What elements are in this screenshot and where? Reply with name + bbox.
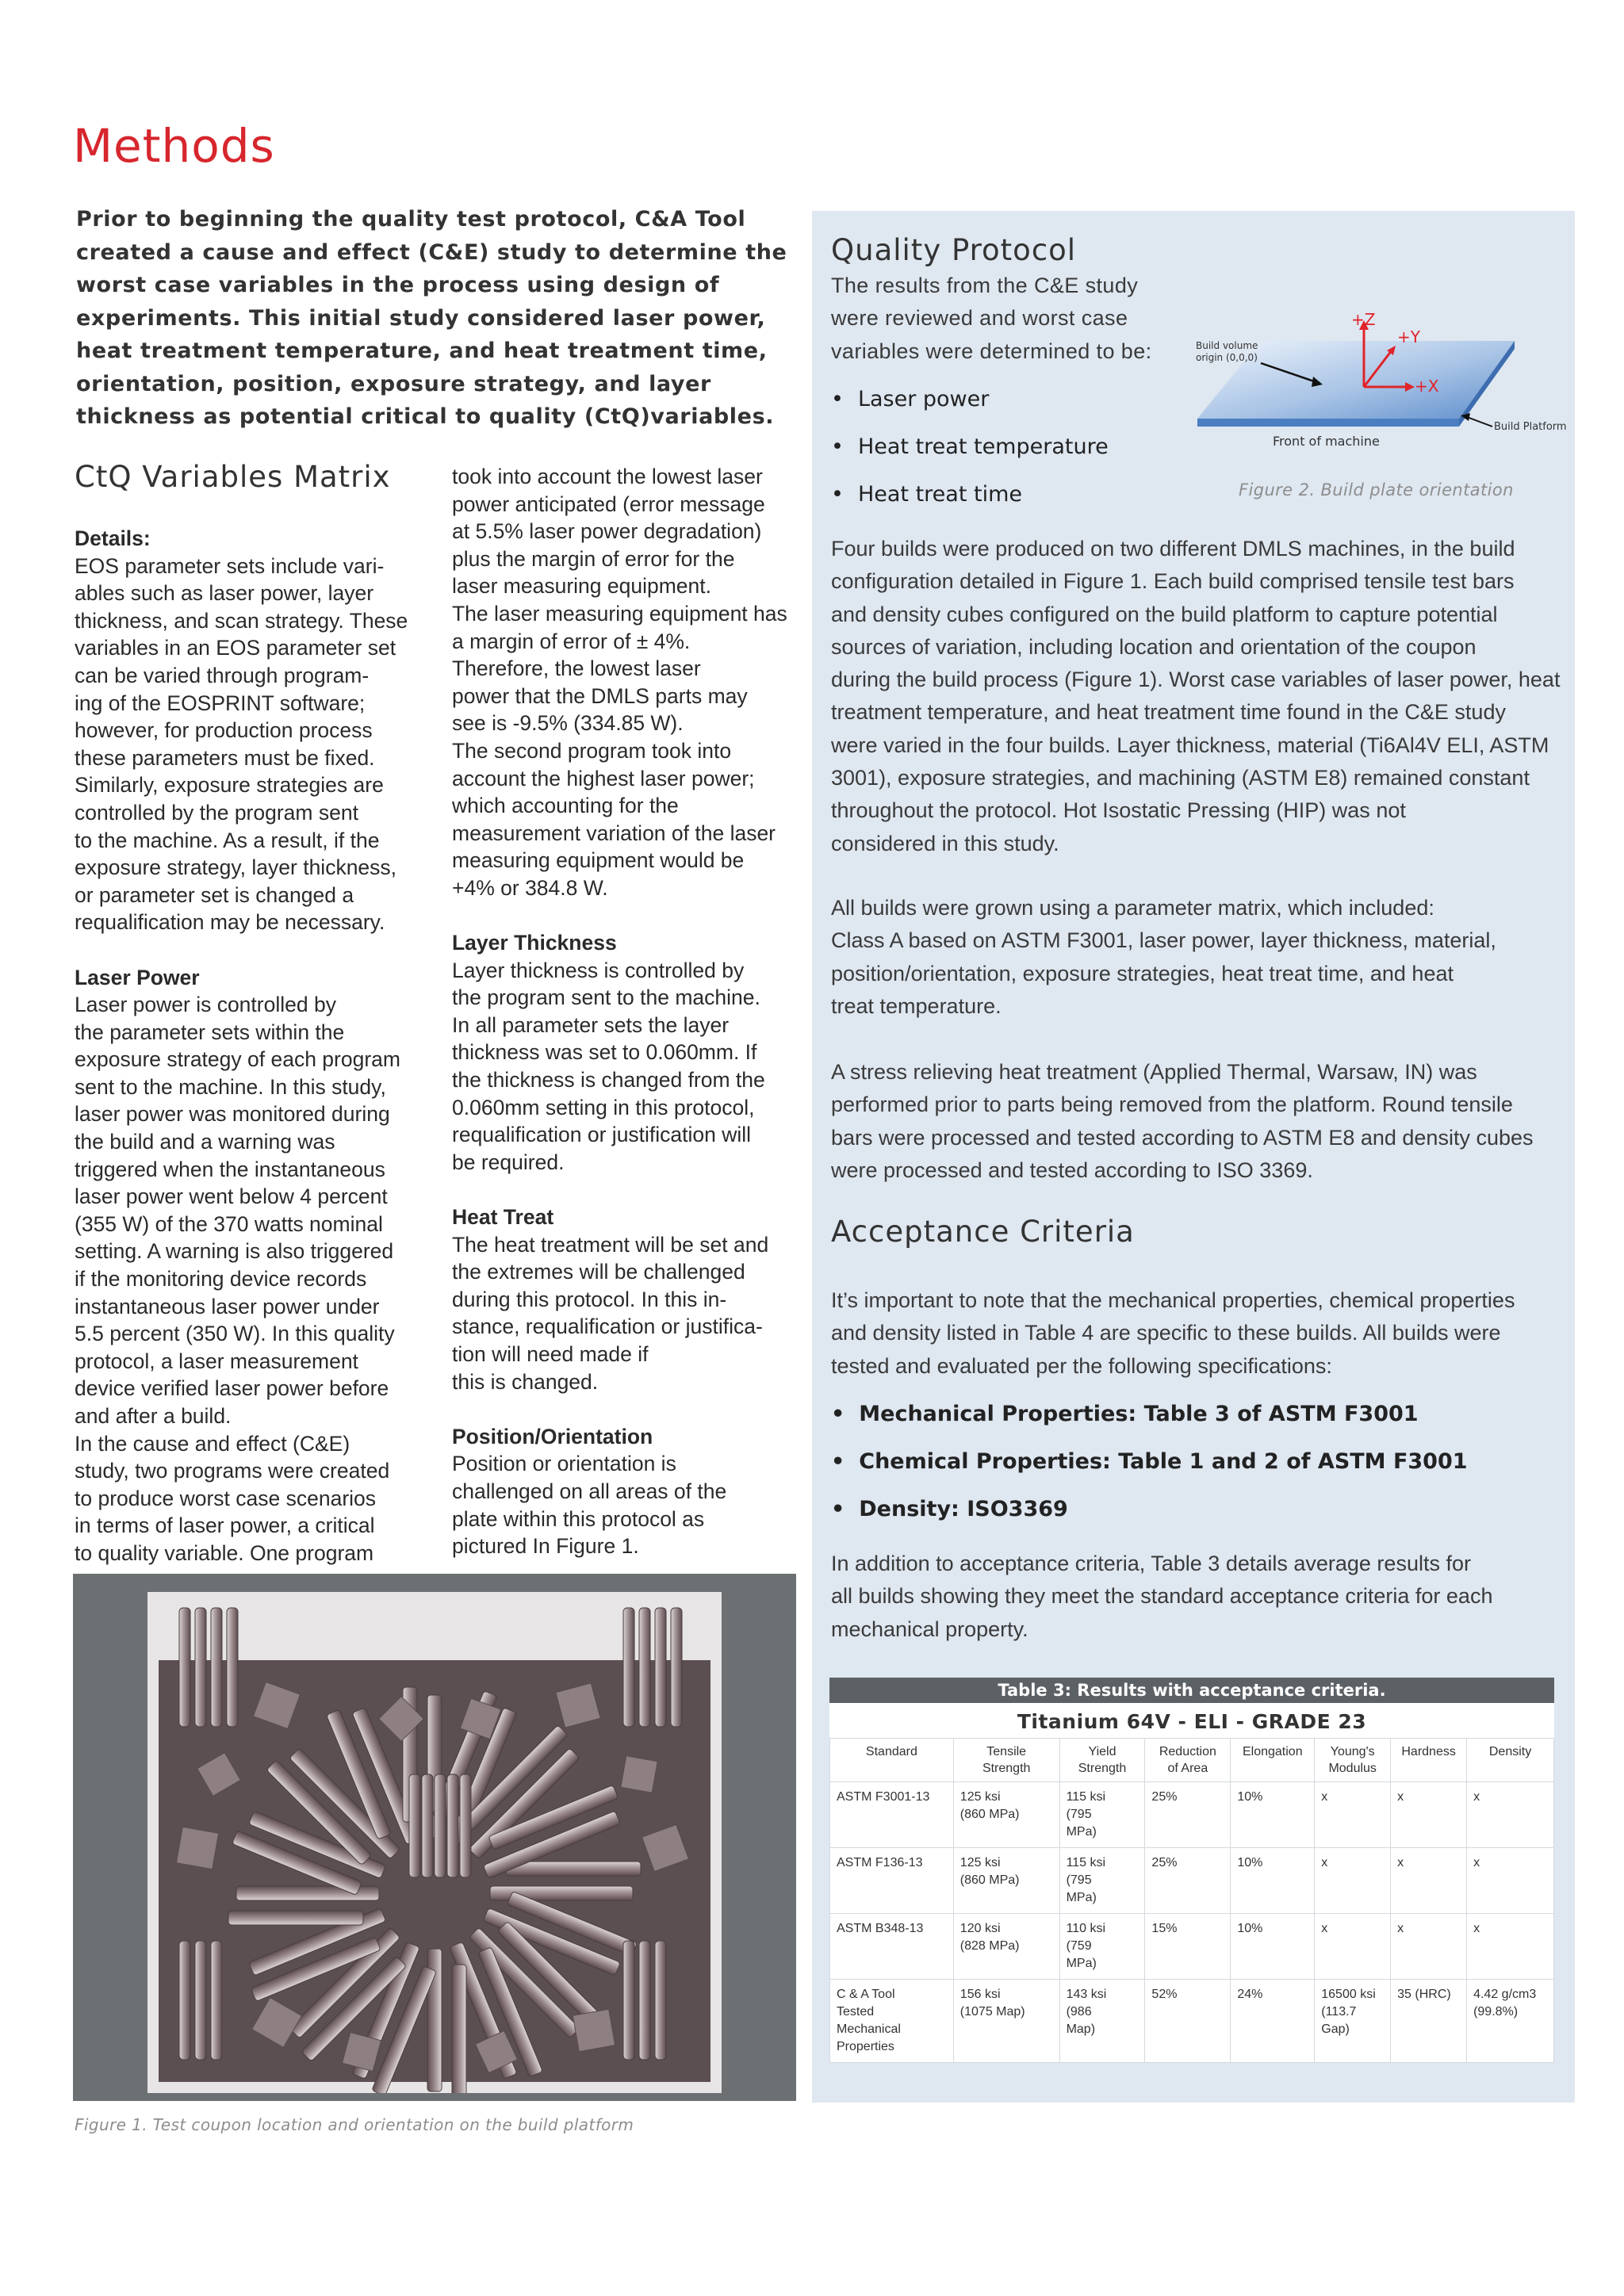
ctq-col2-line: plate within this protocol as (452, 1506, 705, 1531)
ctq-col2-line: see is -9.5% (334.85 W). (452, 711, 684, 736)
ctq-col2-line: stance, requalification or justifica- (452, 1314, 763, 1339)
test-coupon-layout-figure (147, 1592, 722, 2093)
ctq-col2-line: 0.060mm setting in this protocol, (452, 1095, 755, 1119)
results-table (829, 1678, 1554, 2063)
ctq-col1-line: or parameter set is changed a (75, 882, 354, 907)
table-cell: 143 ksi (986 Map) (1059, 1980, 1145, 2063)
ctq-col2-line: plus the margin of error for the (452, 546, 735, 571)
ctq-col1-line: Laser Power (75, 965, 200, 989)
ctq-col2-line: power that the DMLS parts may (452, 683, 748, 708)
quality-bullet-1: • Laser power (831, 387, 989, 411)
ctq-col2-line: took into account the lowest laser (452, 465, 763, 488)
ctq-col1-line: triggered when the instantaneous (75, 1157, 385, 1181)
table-header-cell: Hardness (1391, 1739, 1467, 1782)
table-cell: 10% (1231, 1914, 1315, 1980)
table-row (830, 1782, 1554, 1848)
quality-bullet-2: • Heat treat temperature (831, 434, 1109, 459)
ctq-col1-line: (355 W) of the 370 watts nominal (75, 1211, 383, 1236)
table-cell: C & A Tool Tested Mechanical Properties (830, 1980, 954, 2063)
ctq-col2-line: at 5.5% laser power degradation) (452, 519, 762, 544)
ctq-col2-line: measurement variation of the laser (452, 821, 776, 845)
ctq-col2-line: power anticipated (error message (452, 492, 765, 516)
table-cell: 125 ksi (860 MPa) (953, 1848, 1059, 1914)
table-header-cell: Young's Modulus (1315, 1739, 1391, 1782)
quality-paragraph-3: A stress relieving heat treatment (Applied Thermal, Warsaw, IN) was performed prior to parts being removed from the platform. Round tensile bars were processed and tested according to ASTM E8 and density cubes were processed and tested according to ISO 3369. (831, 1060, 1534, 1182)
quality-paragraph-2: All builds were grown using a parameter matrix, which included: Class A based on ASTM F3001, laser power, layer thickness, material, position/orientation, exposure strategies, heat treat time, and heat treat temperature. (831, 896, 1496, 1018)
table-row (830, 1914, 1554, 1980)
ctq-col2-line: Position/Orientation (452, 1424, 653, 1448)
ctq-heading: CtQ Variables Matrix (75, 460, 391, 494)
table-body (830, 1782, 1554, 2063)
ctq-col1-line: variables in an EOS parameter set (75, 636, 396, 660)
table-cell: 156 ksi (1075 Map) (953, 1980, 1059, 2063)
ctq-col2-line: during this protocol. In this in- (452, 1287, 727, 1311)
ctq-col1-line: and after a build. (75, 1404, 232, 1428)
ctq-col2-line: requalification or justification will (452, 1123, 752, 1147)
table-cell: x (1315, 1782, 1391, 1848)
tensile-bar (452, 1965, 466, 2093)
vertical-tensile-bar (435, 1774, 446, 1877)
density-cube (176, 1827, 218, 1869)
table-cell: 125 ksi (860 MPa) (953, 1782, 1059, 1848)
table-cell: x (1467, 1782, 1554, 1848)
ctq-col2-line: be required. (452, 1150, 565, 1174)
table-cell: 110 ksi (759 MPa) (1059, 1914, 1145, 1980)
ctq-col2-line (452, 1176, 801, 1203)
vertical-tensile-bar (211, 1941, 222, 2060)
table-cell: 10% (1231, 1848, 1315, 1914)
ctq-col1-line: thickness, and scan strategy. These (75, 608, 408, 633)
acceptance-bullet-2: • Chemical Properties: Table 1 and 2 of ASTM F3001 (831, 1449, 1468, 1474)
ctq-col2-line: The laser measuring equipment has (452, 601, 787, 626)
table-cell: 115 ksi (795 MPa) (1059, 1848, 1145, 1914)
ctq-col1-line: in terms of laser power, a critical (75, 1513, 375, 1538)
ctq-col2-line: account the highest laser power; (452, 766, 755, 790)
vertical-tensile-bar (655, 1608, 666, 1727)
ctq-col2-line: +4% or 384.8 W. (452, 875, 608, 900)
vertical-tensile-bar (623, 1608, 634, 1727)
vertical-tensile-bar (655, 1941, 666, 2060)
ctq-col1-line: the parameter sets within the (75, 1020, 345, 1044)
ctq-col1-line: these parameters must be fixed. (75, 745, 375, 770)
table-cell: x (1467, 1914, 1554, 1980)
ctq-col2-line: the program sent to the machine. (452, 985, 760, 1010)
acceptance-paragraph-2: In addition to acceptance criteria, Table 3 details average results for all builds showing they meet the standard acceptance criteria for each mechanical property. (831, 1552, 1493, 1641)
table-title: Table 3: Results with acceptance criteria. (829, 1678, 1554, 1703)
vertical-tensile-bar (460, 1774, 471, 1877)
table-header-cell: Density (1467, 1739, 1554, 1782)
table-cell: 15% (1145, 1914, 1231, 1980)
ctq-col1-line: protocol, a laser measurement (75, 1349, 358, 1373)
ctq-col1-line: 5.5 percent (350 W). In this quality (75, 1322, 395, 1346)
ctq-col1-line: instantaneous laser power under (75, 1294, 380, 1318)
vertical-tensile-bar (409, 1774, 420, 1877)
table-cell: 25% (1145, 1782, 1231, 1848)
quality-bullet-3: • Heat treat time (831, 482, 1022, 507)
ctq-col1-line: controlled by the program sent (75, 800, 358, 825)
table-header-cell: Tensile Strength (953, 1739, 1059, 1782)
ctq-col2-line (452, 1395, 801, 1423)
ctq-col2-line: this is changed. (452, 1369, 599, 1394)
table-cell: 4.42 g/cm3 (99.8%) (1467, 1980, 1554, 2063)
ctq-col1-line: to produce worst case scenarios (75, 1486, 377, 1510)
acceptance-bullet-3: • Density: ISO3369 (831, 1497, 1068, 1521)
ctq-col1-line: exposure strategy, layer thickness, (75, 855, 397, 880)
tensile-bar (228, 1911, 363, 1925)
table-row (830, 1848, 1554, 1914)
table-header-cell: Yield Strength (1059, 1739, 1145, 1782)
vertical-tensile-bar (179, 1608, 190, 1727)
table-cell: ASTM F3001-13 (830, 1782, 954, 1848)
vertical-tensile-bar (623, 1941, 634, 2060)
table-header-row (830, 1739, 1554, 1782)
ctq-col1-line: laser power was monitored during (75, 1102, 390, 1127)
table-cell: x (1315, 1848, 1391, 1914)
table-cell: x (1391, 1782, 1467, 1848)
ctq-col1-line: In the cause and effect (C&E) (75, 1431, 350, 1456)
x-axis-label: +X (1415, 377, 1439, 396)
ctq-col2-line: The second program took into (452, 738, 732, 763)
ctq-col1-line: to quality variable. One program (75, 1540, 374, 1565)
ctq-col2-line: tion will need made if (452, 1342, 649, 1366)
figure-1-caption: Figure 1. Test coupon location and orientation on the build platform (75, 2115, 634, 2134)
vertical-tensile-bar (179, 1941, 190, 2060)
front-of-machine-label: Front of machine (1273, 434, 1380, 449)
table-header-cell: Elongation (1231, 1739, 1315, 1782)
ctq-col1-line: ing of the EOSPRINT software; (75, 691, 366, 715)
table-cell: 115 ksi (795 MPa) (1059, 1782, 1145, 1848)
ctq-col2-line: Position or orientation is (452, 1452, 676, 1476)
table-cell: 120 ksi (828 MPa) (953, 1914, 1059, 1980)
results-table-grid (829, 1738, 1554, 2063)
ctq-col2-line: pictured In Figure 1. (452, 1534, 639, 1559)
table-header-cell: Standard (830, 1739, 954, 1782)
vertical-tensile-bar (211, 1608, 222, 1727)
acceptance-heading: Acceptance Criteria (831, 1215, 1135, 1249)
ctq-col1-line: the build and a warning was (75, 1130, 335, 1154)
build-plate-edge (1197, 419, 1459, 427)
ctq-col2-line: Heat Treat (452, 1205, 554, 1230)
ctq-col1-line: setting. A warning is also triggered (75, 1239, 394, 1264)
table-cell: x (1467, 1848, 1554, 1914)
ctq-col1-line: however, for production process (75, 718, 373, 743)
table-cell: x (1391, 1914, 1467, 1980)
table-cell: ASTM B348-13 (830, 1914, 954, 1980)
acceptance-bullet-1: • Mechanical Properties: Table 3 of ASTM F3001 (831, 1402, 1419, 1426)
ctq-col2-line: laser measuring equipment. (452, 574, 712, 599)
ctq-col2-line: In all parameter sets the layer (452, 1012, 730, 1037)
ctq-col1-line: if the monitoring device records (75, 1267, 367, 1292)
vertical-tensile-bar (671, 1608, 682, 1727)
ctq-col2-line: Therefore, the lowest laser (452, 656, 701, 681)
table-cell: ASTM F136-13 (830, 1848, 954, 1914)
ctq-col1-line (75, 936, 423, 964)
ctq-col1-line: Similarly, exposure strategies are (75, 773, 384, 798)
quality-heading: Quality Protocol (831, 233, 1077, 267)
ctq-col2-line: The heat treatment will be set and (452, 1232, 769, 1257)
vertical-tensile-bar (227, 1608, 238, 1727)
ctq-col1-line: ables such as laser power, layer (75, 581, 374, 606)
ctq-col2-line: the extremes will be challenged (452, 1260, 745, 1284)
vertical-tensile-bar (639, 1608, 650, 1727)
density-cube (573, 2009, 615, 2051)
origin-label-1: Build volume (1196, 340, 1258, 351)
ctq-column-2 (452, 463, 801, 1560)
ctq-col1-line: exposure strategy of each program (75, 1047, 400, 1072)
vertical-tensile-bar (422, 1774, 433, 1877)
table-row (830, 1980, 1554, 2063)
table-header-cell: Reduction of Area (1145, 1739, 1231, 1782)
platform-label: Build Platform (1494, 421, 1567, 433)
ctq-col1-line: EOS parameter sets include vari- (75, 553, 385, 578)
figure-2-caption: Figure 2. Build plate orientation (1239, 480, 1514, 499)
ctq-col2-line: which accounting for the (452, 794, 679, 818)
ctq-col2-line: a margin of error of ± 4%. (452, 629, 691, 653)
ctq-col1-line: can be varied through program- (75, 663, 370, 687)
ctq-col2-line: the thickness is changed from the (452, 1068, 765, 1093)
ctq-col1-line: sent to the machine. In this study, (75, 1074, 386, 1099)
ctq-col2-line: measuring equipment would be (452, 848, 745, 873)
ctq-col1-line: requalification may be necessary. (75, 910, 385, 935)
vertical-tensile-bar (447, 1774, 458, 1877)
table-cell: x (1315, 1914, 1391, 1980)
ctq-col1-line: Laser power is controlled by (75, 993, 336, 1017)
ctq-col1-line: Details: (75, 526, 151, 550)
z-axis-label: +Z (1351, 310, 1376, 329)
density-cube (621, 1756, 657, 1793)
ctq-col2-line (452, 902, 801, 930)
table-cell: x (1391, 1848, 1467, 1914)
ctq-col2-line: Layer Thickness (452, 931, 617, 955)
table-subtitle: Titanium 64V - ELI - GRADE 23 (829, 1703, 1554, 1738)
table-cell: 10% (1231, 1782, 1315, 1848)
table-cell: 25% (1145, 1848, 1231, 1914)
ctq-col1-line: laser power went below 4 percent (75, 1184, 388, 1209)
table-cell: 52% (1145, 1980, 1231, 2063)
tensile-bar (506, 1862, 641, 1876)
ctq-col2-line: thickness was set to 0.060mm. If (452, 1040, 757, 1065)
ctq-col1-line: device verified laser power before (75, 1376, 389, 1401)
y-axis-label: +Y (1397, 327, 1420, 346)
table-cell: 35 (HRC) (1391, 1980, 1467, 2063)
vertical-tensile-bar (195, 1941, 206, 2060)
ctq-column-1 (75, 525, 423, 1567)
page-title: Methods (73, 119, 275, 173)
quality-paragraph-1: Four builds were produced on two different DMLS machines, in the build configuration detailed in Figure 1. Each build comprised tensile test bars and density cubes configured on the build platform to capture potential sources of variation, including location and orientation of the coupon during the build process (Figure 1). Worst case variables of laser power, heat treatment temperature, and heat treatment time found in the C&E study were varied in the four builds. Layer thickness, material (Ti6Al4V ELI, ASTM 3001), exposure strategies, and machining (ASTM E8) remained constant throughout the protocol. Hot Isostatic Pressing (HIP) was not considered in this study. (831, 537, 1561, 855)
vertical-tensile-bar (639, 1941, 650, 2060)
vertical-tensile-bar (195, 1608, 206, 1727)
ctq-col2-line: challenged on all areas of the (452, 1479, 727, 1503)
quality-intro: The results from the C&E study were reviewed and worst case variables were determined to be: (831, 274, 1152, 363)
ctq-col1-line: to the machine. As a result, if the (75, 828, 380, 852)
table-cell: 24% (1231, 1980, 1315, 2063)
build-plate-orientation-figure (1182, 301, 1570, 460)
ctq-col1-line: study, two programs were created (75, 1459, 390, 1483)
intro-paragraph: Prior to beginning the quality test protocol, C&A Tool created a cause and effect (C&E) study to determine the worst case variables in the process using design of experiments. This initial study considered laser power, heat treatment temperature, and heat treatment time, orientation, position, exposure strategy, and layer thickness as potential critical to quality (CtQ)variables. (76, 207, 787, 429)
origin-label-2: origin (0,0,0) (1196, 352, 1258, 363)
acceptance-paragraph: It’s important to note that the mechanical properties, chemical properties and density listed in Table 4 are specific to these builds. All builds were tested and evaluated per the following specifications: (831, 1288, 1515, 1378)
table-cell: 16500 ksi (113.7 Gap) (1315, 1980, 1391, 2063)
ctq-col2-line: Layer thickness is controlled by (452, 958, 745, 982)
